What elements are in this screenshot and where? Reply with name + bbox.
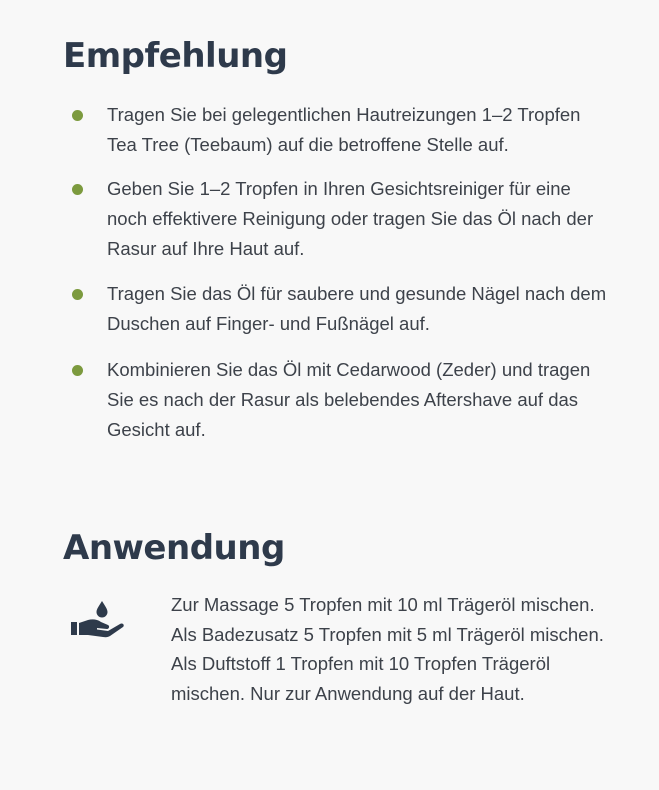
list-item bbox=[72, 100, 612, 160]
list-item bbox=[72, 279, 612, 339]
list-item-text: Kombinieren Sie das Öl mit Cedarwood (Zeder) und tragen Sie es nach der Rasur als belebendes Aftershave auf das Gesicht auf. bbox=[107, 359, 591, 440]
recommendation-heading: Empfehlung bbox=[63, 36, 288, 76]
bullet-icon bbox=[72, 110, 83, 121]
usage-heading: Anwendung bbox=[63, 528, 285, 568]
list-item-text: Tragen Sie das Öl für saubere und gesunde Nägel nach dem Duschen auf Finger- und Fußnägel auf. bbox=[107, 283, 607, 334]
usage-text: Zur Massage 5 Tropfen mit 10 ml Trägeröl mischen. Als Badezusatz 5 Tropfen mit 5 ml Trägeröl mischen. Als Duftstoff 1 Tropfen mit 10 Tropfen Trägeröl mischen. Nur zur Anwendung auf der Haut. bbox=[171, 594, 604, 704]
list-item-text: Tragen Sie bei gelegentlichen Hautreizungen 1–2 Tropfen Tea Tree (Teebaum) auf die betroffene Stelle auf. bbox=[107, 104, 581, 155]
list-item bbox=[72, 355, 612, 445]
bullet-icon bbox=[72, 365, 83, 376]
bullet-icon bbox=[72, 289, 83, 300]
list-item-text: Geben Sie 1–2 Tropfen in Ihren Gesichtsreiniger für eine noch effektivere Reinigung oder tragen Sie das Öl nach der Rasur auf Ihre Haut auf. bbox=[107, 178, 594, 259]
list-item bbox=[72, 174, 612, 264]
hand-drop-icon bbox=[70, 598, 126, 638]
recommendation-list bbox=[72, 100, 612, 459]
bullet-icon bbox=[72, 184, 83, 195]
